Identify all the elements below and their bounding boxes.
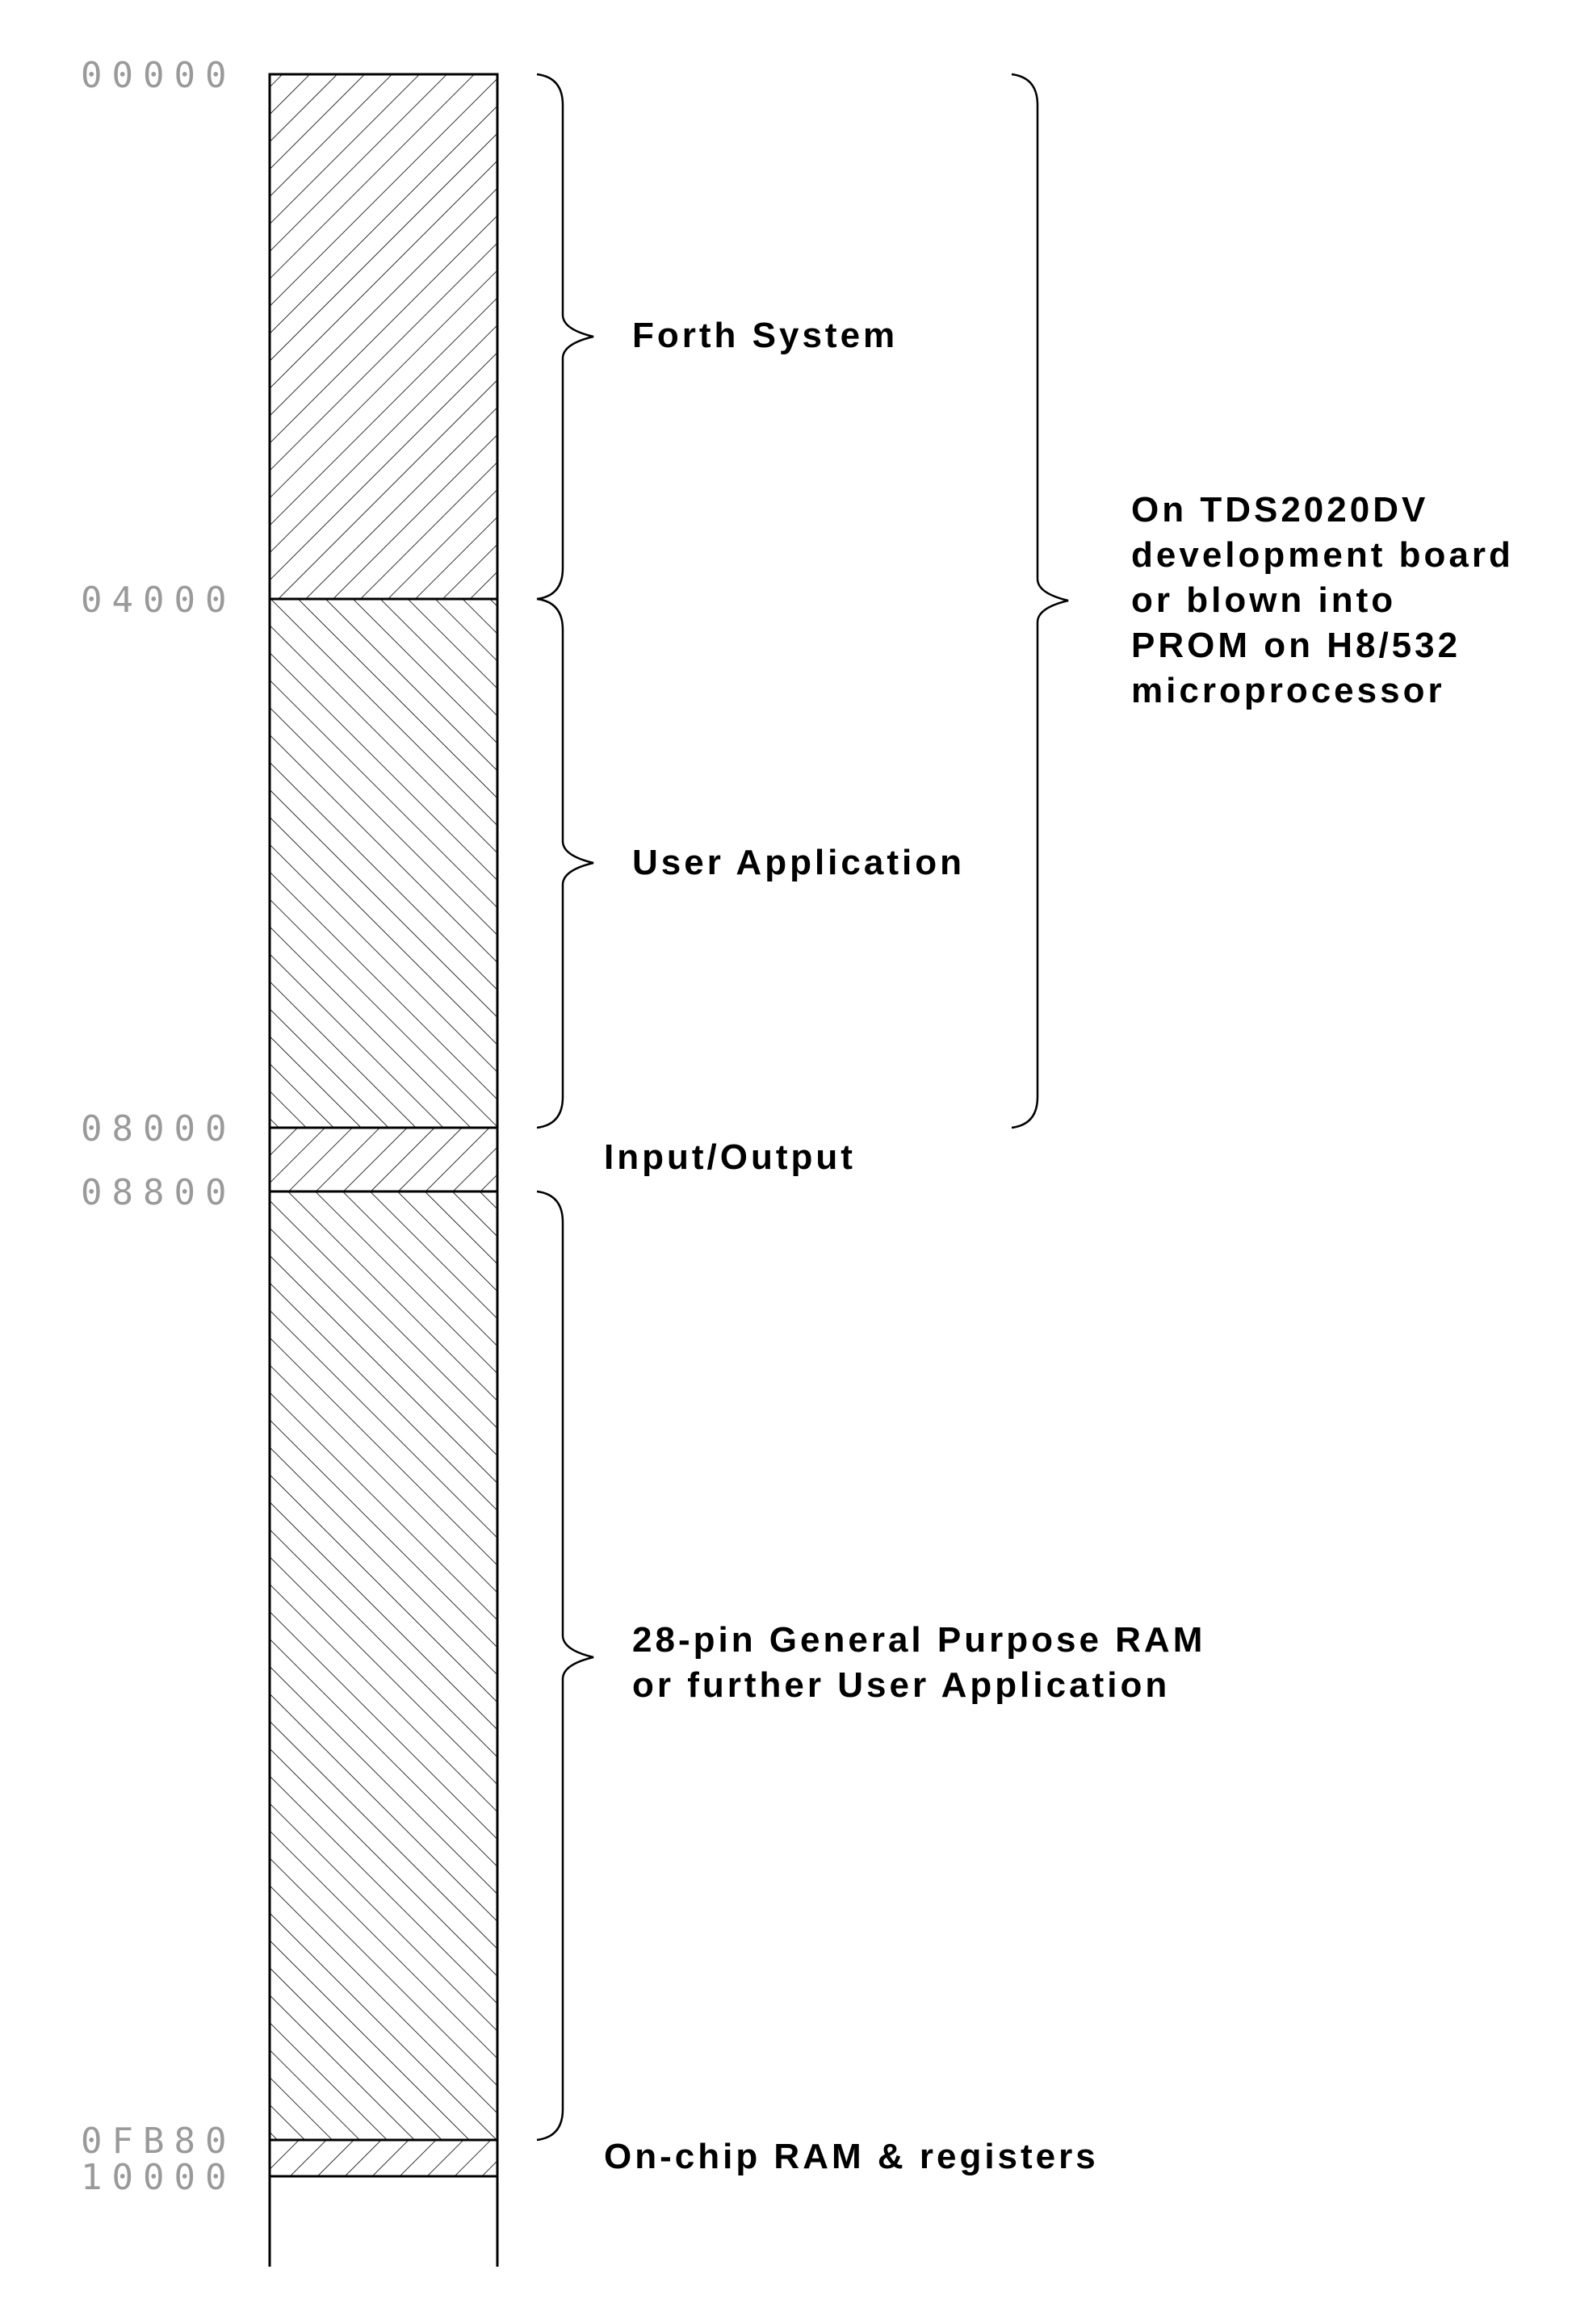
address-0fb80: 0FB80	[81, 2121, 237, 2162]
board-note-line4: PROM on H8/532	[1131, 626, 1461, 665]
brace-forth-system	[537, 74, 593, 599]
brace-user-application	[537, 599, 593, 1128]
address-10000: 10000	[81, 2157, 237, 2198]
label-input-output: Input/Output	[604, 1137, 856, 1177]
brace-board-group	[1012, 74, 1068, 1128]
label-ram-line2: or further User Application	[632, 1665, 1171, 1705]
brace-general-ram	[537, 1191, 593, 2140]
board-note-line1: On TDS2020DV	[1131, 490, 1429, 530]
address-00000: 00000	[81, 55, 237, 96]
segment-forth-system	[270, 74, 497, 599]
label-user-application: User Application	[632, 843, 965, 882]
board-note-line5: microprocessor	[1131, 671, 1445, 710]
segment-general-ram	[270, 1191, 497, 2140]
label-ram-line1: 28-pin General Purpose RAM	[632, 1620, 1206, 1660]
board-note-line2: development board	[1131, 535, 1514, 575]
address-08800: 08800	[81, 1172, 237, 1213]
segment-user-application	[270, 599, 497, 1128]
label-onchip-ram: On-chip RAM & registers	[604, 2137, 1099, 2176]
address-08000: 08000	[81, 1108, 237, 1149]
segment-onchip-ram	[270, 2140, 497, 2176]
label-forth-system: Forth System	[632, 316, 899, 355]
address-04000: 04000	[81, 580, 237, 621]
segment-input-output	[270, 1128, 497, 1191]
board-note-line3: or blown into	[1131, 580, 1397, 620]
